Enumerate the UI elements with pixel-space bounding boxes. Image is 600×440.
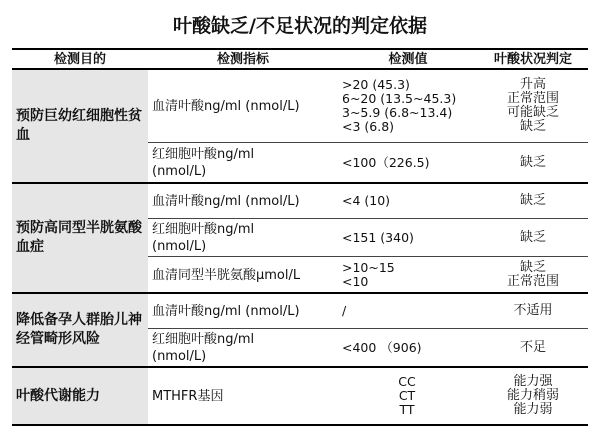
rule-inner (148, 256, 588, 257)
value-line: <3 (6.8) (342, 119, 395, 134)
purpose-cell: 预防巨幼红细胞性贫血 (16, 108, 142, 143)
indicator-cell (152, 220, 338, 256)
header-indicator: 检测指标 (216, 51, 269, 67)
value-cell (342, 220, 478, 256)
rule-group (12, 292, 588, 294)
status-cell (478, 294, 588, 328)
header-value: 检测值 (388, 51, 428, 67)
status-cell (478, 184, 588, 218)
purpose-cell: 降低备孕人群胎儿神经管畸形风险 (16, 312, 142, 347)
indicator-line: MTHFR基因 (152, 388, 224, 404)
value-line: / (342, 303, 347, 318)
value-line: 3~5.9 (6.8~13.4) (342, 105, 453, 120)
status-cell (478, 220, 588, 256)
indicator-cell (152, 368, 338, 424)
indicator-line: 红细胞叶酸ng/ml (152, 147, 255, 162)
header-status: 叶酸状况判定 (493, 51, 572, 67)
indicator-line: 血清叶酸ng/ml (nmol/L) (152, 303, 300, 319)
status-cell (478, 330, 588, 366)
status-cell (478, 368, 588, 424)
rule-header (12, 68, 588, 70)
status-line: 升高 (519, 77, 546, 92)
status-cell (478, 144, 588, 182)
status-line: 能力弱 (513, 402, 553, 417)
rule-top (12, 48, 588, 50)
value-cell (342, 258, 478, 292)
value-cell (342, 184, 478, 218)
rule-group (12, 366, 588, 368)
value-line: CC (398, 374, 416, 389)
value-cell (342, 70, 478, 142)
status-cell (478, 258, 588, 292)
value-line: CT (398, 388, 416, 403)
status-line: 能力强 (513, 374, 553, 389)
indicator-cell (152, 258, 338, 292)
indicator-line: (nmol/L) (152, 239, 207, 254)
value-line: <10 (342, 274, 369, 289)
indicator-line: 红细胞叶酸ng/ml (152, 222, 255, 237)
indicator-cell (152, 330, 338, 366)
header-purpose: 检测目的 (53, 51, 106, 67)
indicator-cell (152, 144, 338, 182)
rule-inner (148, 142, 588, 143)
rule-bottom (12, 424, 588, 426)
status-cell (478, 70, 588, 142)
indicator-line: 血清叶酸ng/ml (nmol/L) (152, 193, 300, 209)
indicator-line: (nmol/L) (152, 164, 207, 179)
rule-inner (148, 218, 588, 219)
table-title: 叶酸缺乏/不足状况的判定依据 (173, 15, 427, 37)
value-line: <151 (340) (342, 230, 414, 245)
value-line: <400 （906) (342, 340, 422, 355)
purpose-cell: 预防高同型半胱氨酸血症 (16, 220, 142, 255)
value-line: <4 (10) (342, 193, 391, 208)
value-cell (342, 144, 478, 182)
indicator-line: 血清叶酸ng/ml (nmol/L) (152, 98, 300, 114)
status-line: 不适用 (513, 303, 553, 318)
status-line: 缺乏 (519, 119, 546, 134)
value-line: >20 (45.3) (342, 77, 410, 92)
status-line: 缺乏 (519, 260, 546, 275)
value-line: <100（226.5) (342, 155, 430, 170)
indicator-cell (152, 294, 338, 328)
status-line: 能力稍弱 (506, 388, 559, 403)
value-line: TT (399, 402, 415, 417)
status-line: 不足 (519, 340, 546, 355)
value-cell (342, 368, 478, 424)
indicator-line: (nmol/L) (152, 349, 207, 364)
status-line: 正常范围 (506, 274, 559, 289)
value-cell (342, 294, 478, 328)
status-line: 缺乏 (519, 155, 546, 170)
indicator-cell (152, 184, 338, 218)
rule-inner (148, 328, 588, 329)
value-cell (342, 330, 478, 366)
status-line: 正常范围 (506, 91, 559, 106)
value-line: >10~15 (342, 260, 395, 275)
indicator-cell (152, 70, 338, 142)
status-line: 可能缺乏 (506, 105, 559, 120)
purpose-cell: 叶酸代谢能力 (16, 387, 100, 404)
status-line: 缺乏 (519, 193, 546, 208)
value-line: 6~20 (13.5~45.3) (342, 91, 457, 106)
rule-group (12, 182, 588, 184)
status-line: 缺乏 (519, 230, 546, 245)
indicator-line: 红细胞叶酸ng/ml (152, 332, 255, 347)
indicator-line: 血清同型半胱氨酸μmol/L (152, 267, 301, 283)
